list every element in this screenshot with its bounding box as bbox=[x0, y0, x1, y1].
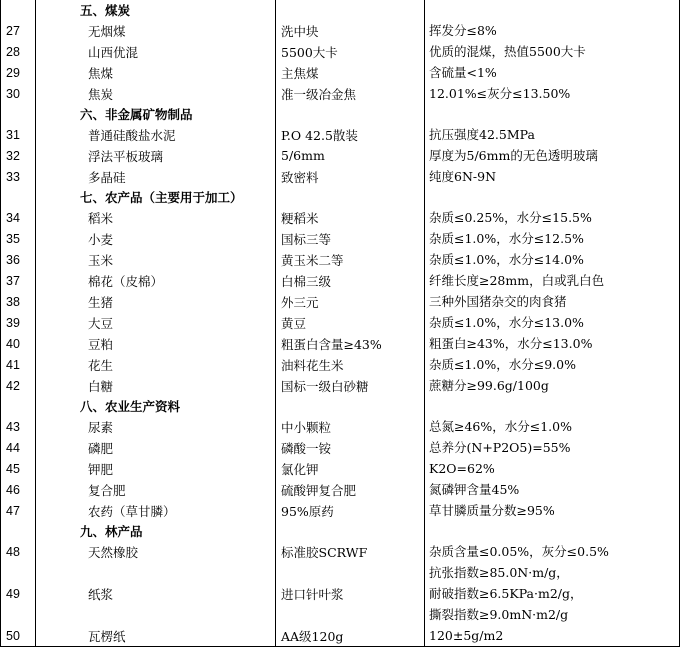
table-row bbox=[1, 124, 680, 145]
row-number: 35 bbox=[1, 228, 36, 249]
commodity-name: 复合肥 bbox=[36, 479, 276, 500]
commodity-name: 山西优混 bbox=[36, 41, 276, 62]
indicator-line: 总氮≥46%，水分≤1.0% bbox=[429, 419, 572, 434]
commodity-spec: 油料花生米 bbox=[276, 354, 425, 375]
table-row bbox=[1, 354, 680, 375]
indicator-line: 杂质≤1.0%，水分≤14.0% bbox=[429, 252, 584, 267]
empty-number-cell bbox=[1, 187, 36, 207]
commodity-spec: P.O 42.5散装 bbox=[276, 124, 425, 145]
quality-indicator bbox=[425, 249, 680, 270]
empty-indicator-cell bbox=[425, 0, 680, 20]
indicator-line: 杂质≤0.25%，水分≤15.5% bbox=[429, 210, 592, 225]
empty-number-cell bbox=[1, 521, 36, 541]
commodity-name: 瓦楞纸 bbox=[36, 625, 276, 647]
commodity-spec: 致密料 bbox=[276, 166, 425, 187]
empty-number-cell bbox=[1, 0, 36, 20]
quality-indicator bbox=[425, 354, 680, 375]
table-row bbox=[1, 437, 680, 458]
empty-spec-cell bbox=[276, 521, 425, 541]
indicator-line: 蔗糖分≥99.6g/100g bbox=[429, 378, 549, 393]
quality-indicator bbox=[425, 500, 680, 521]
indicator-line: 杂质≤1.0%，水分≤12.5% bbox=[429, 231, 584, 246]
empty-indicator-cell bbox=[425, 187, 680, 207]
table-row bbox=[1, 562, 680, 625]
commodity-name: 稻米 bbox=[36, 207, 276, 228]
row-number: 41 bbox=[1, 354, 36, 375]
commodity-spec: 进口针叶浆 bbox=[276, 562, 425, 625]
commodity-name: 农药（草甘膦） bbox=[36, 500, 276, 521]
commodity-name: 生猪 bbox=[36, 291, 276, 312]
commodity-name: 普通硅酸盐水泥 bbox=[36, 124, 276, 145]
row-number: 28 bbox=[1, 41, 36, 62]
category-label: 七、农产品（主要用于加工） bbox=[36, 187, 276, 207]
commodity-spec: 白棉三级 bbox=[276, 270, 425, 291]
commodity-spec: 国标一级白砂糖 bbox=[276, 375, 425, 396]
indicator-line: 120±5g/m2 bbox=[429, 628, 504, 643]
table-row bbox=[1, 41, 680, 62]
indicator-line: 挥发分≤8% bbox=[429, 23, 497, 38]
commodity-name: 豆粕 bbox=[36, 333, 276, 354]
empty-indicator-cell bbox=[425, 521, 680, 541]
commodity-name: 多晶硅 bbox=[36, 166, 276, 187]
quality-indicator bbox=[425, 375, 680, 396]
category-row bbox=[1, 187, 680, 207]
quality-indicator bbox=[425, 145, 680, 166]
commodity-name: 棉花（皮棉） bbox=[36, 270, 276, 291]
row-number: 48 bbox=[1, 541, 36, 562]
quality-indicator bbox=[425, 291, 680, 312]
category-label: 六、非金属矿物制品 bbox=[36, 104, 276, 124]
indicator-line: 厚度为5/6mm的无色透明玻璃 bbox=[429, 148, 598, 163]
indicator-line: 耐破指数≥6.5KPa·m2/g， bbox=[429, 586, 583, 601]
empty-spec-cell bbox=[276, 396, 425, 416]
indicator-line: 优质的混煤，热值5500大卡 bbox=[429, 44, 586, 59]
empty-spec-cell bbox=[276, 187, 425, 207]
category-label: 五、煤炭 bbox=[36, 0, 276, 20]
indicator-line: 纤维长度≥28mm，白或乳白色 bbox=[429, 273, 605, 288]
quality-indicator bbox=[425, 228, 680, 249]
commodity-spec: 5500大卡 bbox=[276, 41, 425, 62]
row-number: 46 bbox=[1, 479, 36, 500]
row-number: 40 bbox=[1, 333, 36, 354]
empty-spec-cell bbox=[276, 104, 425, 124]
commodity-spec: 准一级冶金焦 bbox=[276, 83, 425, 104]
commodity-spec: 5/6mm bbox=[276, 145, 425, 166]
quality-indicator bbox=[425, 166, 680, 187]
indicator-line: 抗压强度42.5MPa bbox=[429, 127, 535, 142]
indicator-line: 12.01%≤灰分≤13.50% bbox=[429, 86, 571, 101]
row-number: 43 bbox=[1, 416, 36, 437]
commodity-spec: 洗中块 bbox=[276, 20, 425, 41]
quality-indicator bbox=[425, 20, 680, 41]
quality-indicator bbox=[425, 541, 680, 562]
commodity-name: 焦煤 bbox=[36, 62, 276, 83]
commodity-name: 焦炭 bbox=[36, 83, 276, 104]
commodity-spec: 国标三等 bbox=[276, 228, 425, 249]
indicator-line: 撕裂指数≥9.0mN·m2/g bbox=[429, 607, 569, 622]
quality-indicator bbox=[425, 562, 680, 625]
commodity-spec: AA级120g bbox=[276, 625, 425, 647]
commodity-name: 浮法平板玻璃 bbox=[36, 145, 276, 166]
table-row bbox=[1, 479, 680, 500]
commodity-name: 白糖 bbox=[36, 375, 276, 396]
row-number: 29 bbox=[1, 62, 36, 83]
row-number: 49 bbox=[1, 562, 36, 625]
category-row bbox=[1, 0, 680, 20]
commodity-name: 花生 bbox=[36, 354, 276, 375]
commodity-name: 玉米 bbox=[36, 249, 276, 270]
empty-number-cell bbox=[1, 104, 36, 124]
quality-indicator bbox=[425, 312, 680, 333]
indicator-line: 杂质≤1.0%，水分≤13.0% bbox=[429, 315, 584, 330]
indicator-line: 杂质含量≤0.05%，灰分≤0.5% bbox=[429, 544, 609, 559]
table-row bbox=[1, 62, 680, 83]
empty-indicator-cell bbox=[425, 104, 680, 124]
indicator-line: 含硫量<1% bbox=[429, 65, 497, 80]
table-row bbox=[1, 83, 680, 104]
row-number: 39 bbox=[1, 312, 36, 333]
commodity-table-body bbox=[1, 0, 680, 647]
quality-indicator bbox=[425, 416, 680, 437]
indicator-line: 抗张指数≥85.0N·m/g， bbox=[429, 565, 569, 580]
table-row bbox=[1, 291, 680, 312]
commodity-name: 大豆 bbox=[36, 312, 276, 333]
indicator-line: 纯度6N-9N bbox=[429, 169, 497, 184]
quality-indicator bbox=[425, 333, 680, 354]
row-number: 33 bbox=[1, 166, 36, 187]
category-row bbox=[1, 396, 680, 416]
commodity-spec: 标准胶SCRWF bbox=[276, 541, 425, 562]
row-number: 50 bbox=[1, 625, 36, 647]
empty-indicator-cell bbox=[425, 396, 680, 416]
commodity-name: 纸浆 bbox=[36, 562, 276, 625]
row-number: 31 bbox=[1, 124, 36, 145]
commodity-spec: 外三元 bbox=[276, 291, 425, 312]
commodity-spec: 粗蛋白含量≥43% bbox=[276, 333, 425, 354]
commodity-name: 钾肥 bbox=[36, 458, 276, 479]
table-row bbox=[1, 541, 680, 562]
table-row bbox=[1, 207, 680, 228]
category-label: 八、农业生产资料 bbox=[36, 396, 276, 416]
indicator-line: 草甘膦质量分数≥95% bbox=[429, 503, 555, 518]
commodity-name: 天然橡胶 bbox=[36, 541, 276, 562]
category-label: 九、林产品 bbox=[36, 521, 276, 541]
commodity-spec: 95%原药 bbox=[276, 500, 425, 521]
quality-indicator bbox=[425, 62, 680, 83]
commodity-spec: 硫酸钾复合肥 bbox=[276, 479, 425, 500]
quality-indicator bbox=[425, 625, 680, 647]
indicator-line: K2O=62% bbox=[429, 461, 495, 476]
quality-indicator bbox=[425, 124, 680, 145]
table-row bbox=[1, 270, 680, 291]
table-row bbox=[1, 166, 680, 187]
row-number: 44 bbox=[1, 437, 36, 458]
quality-indicator bbox=[425, 207, 680, 228]
commodity-spec: 黄豆 bbox=[276, 312, 425, 333]
row-number: 36 bbox=[1, 249, 36, 270]
table-row bbox=[1, 228, 680, 249]
category-row bbox=[1, 104, 680, 124]
table-row bbox=[1, 416, 680, 437]
table-row bbox=[1, 312, 680, 333]
indicator-line: 氮磷钾含量45% bbox=[429, 482, 520, 497]
row-number: 45 bbox=[1, 458, 36, 479]
quality-indicator bbox=[425, 437, 680, 458]
row-number: 27 bbox=[1, 20, 36, 41]
indicator-line: 三种外国猪杂交的肉食猪 bbox=[429, 294, 567, 309]
row-number: 42 bbox=[1, 375, 36, 396]
row-number: 32 bbox=[1, 145, 36, 166]
table-row bbox=[1, 145, 680, 166]
quality-indicator bbox=[425, 270, 680, 291]
quality-indicator bbox=[425, 41, 680, 62]
row-number: 38 bbox=[1, 291, 36, 312]
quality-indicator bbox=[425, 458, 680, 479]
commodity-spec: 磷酸一铵 bbox=[276, 437, 425, 458]
commodity-spec: 主焦煤 bbox=[276, 62, 425, 83]
quality-indicator bbox=[425, 479, 680, 500]
commodity-spec: 粳稻米 bbox=[276, 207, 425, 228]
indicator-line: 总养分(N+P2O5)=55% bbox=[429, 440, 571, 455]
commodity-name: 无烟煤 bbox=[36, 20, 276, 41]
row-number: 30 bbox=[1, 83, 36, 104]
commodity-name: 尿素 bbox=[36, 416, 276, 437]
category-row bbox=[1, 521, 680, 541]
commodity-spec: 黄玉米二等 bbox=[276, 249, 425, 270]
indicator-line: 粗蛋白≥43%，水分≤13.0% bbox=[429, 336, 593, 351]
commodity-spec: 氯化钾 bbox=[276, 458, 425, 479]
indicator-line: 杂质≤1.0%，水分≤9.0% bbox=[429, 357, 576, 372]
table-row bbox=[1, 333, 680, 354]
table-row bbox=[1, 249, 680, 270]
commodity-name: 小麦 bbox=[36, 228, 276, 249]
row-number: 34 bbox=[1, 207, 36, 228]
table-row bbox=[1, 625, 680, 647]
table-row bbox=[1, 458, 680, 479]
empty-number-cell bbox=[1, 396, 36, 416]
row-number: 37 bbox=[1, 270, 36, 291]
table-row bbox=[1, 375, 680, 396]
empty-spec-cell bbox=[276, 0, 425, 20]
row-number: 47 bbox=[1, 500, 36, 521]
commodity-name: 磷肥 bbox=[36, 437, 276, 458]
table-row bbox=[1, 20, 680, 41]
commodity-spec: 中小颗粒 bbox=[276, 416, 425, 437]
table-row bbox=[1, 500, 680, 521]
quality-indicator bbox=[425, 83, 680, 104]
